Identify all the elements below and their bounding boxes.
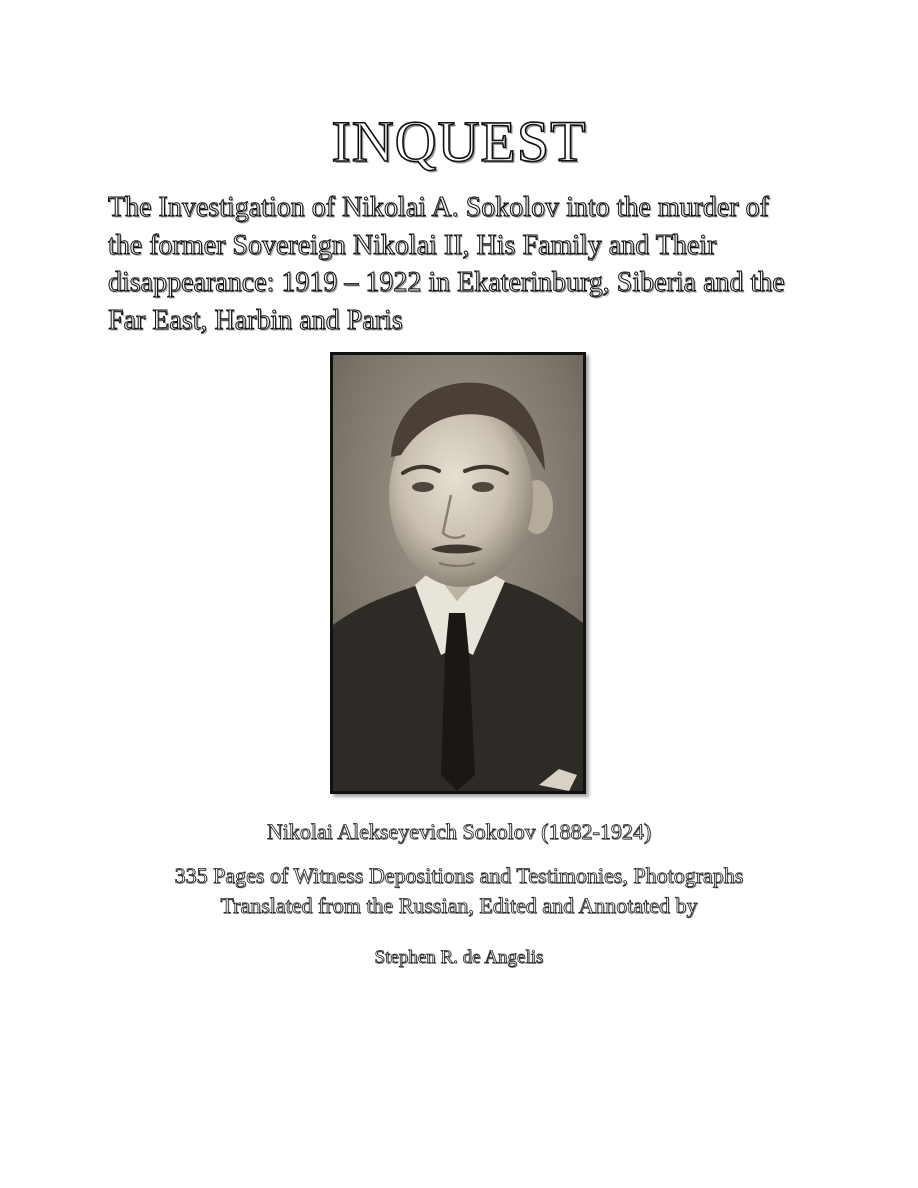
portrait-caption: Nikolai Alekseyevich Sokolov (1882-1924) xyxy=(266,819,652,844)
portrait-photo xyxy=(330,352,586,794)
book-subtitle: The Investigation of Nikolai A. Sokolov into the murder of the former Sovereign Nikolai II, His Family and Their disappearance: 1919 – 1922 in Ekaterinburg, Siberia and the Far East, Harbin and Paris xyxy=(108,192,785,336)
portrait-image xyxy=(333,355,583,791)
description-line-2: Translated from the Russian, Edited and Annotated by xyxy=(220,893,698,918)
author-name: Stephen R. de Angelis xyxy=(374,947,544,968)
book-title: INQUEST xyxy=(331,109,587,174)
description-line-1: 335 Pages of Witness Depositions and Testimonies, Photographs xyxy=(174,863,744,888)
